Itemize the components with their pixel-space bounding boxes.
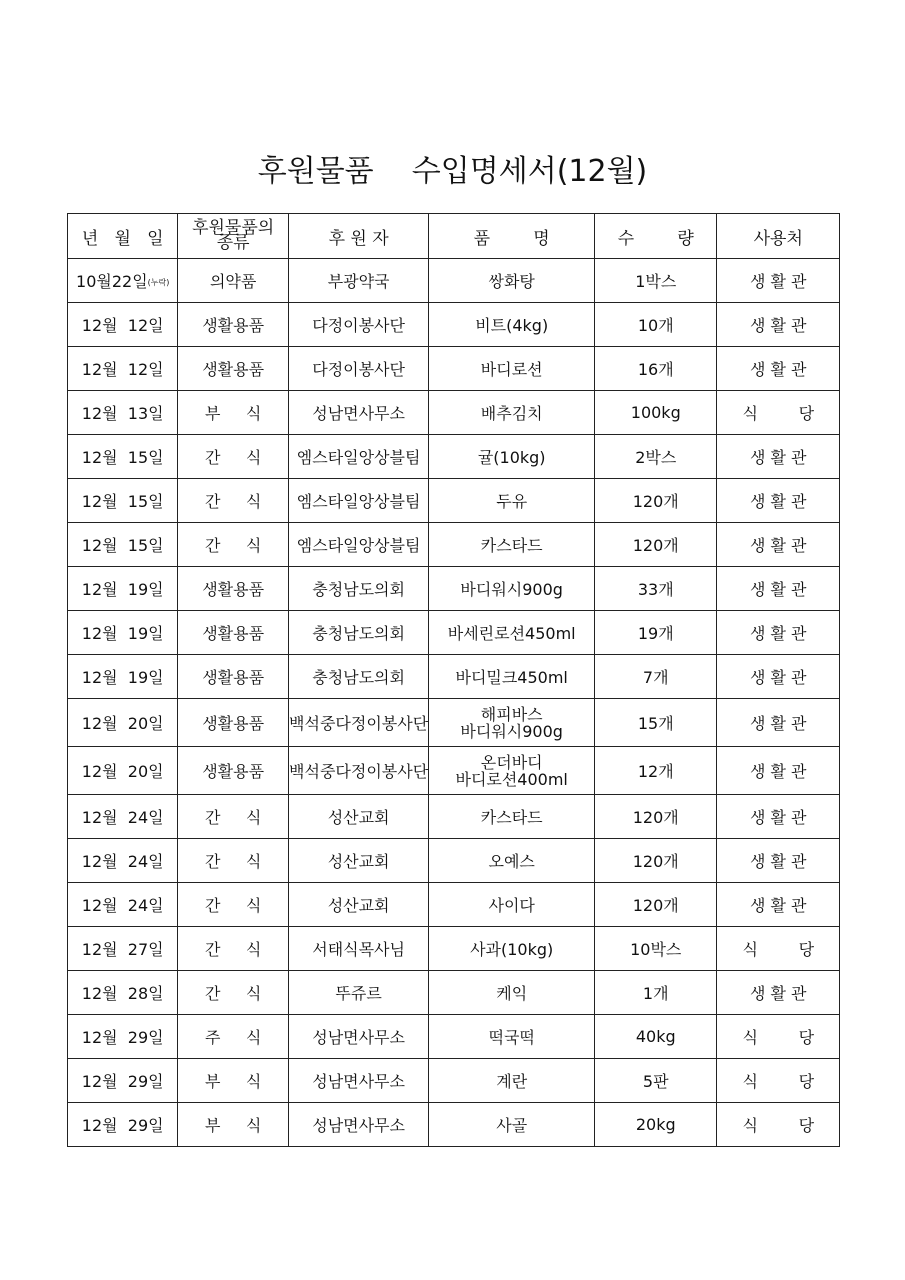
item-line2: 바디로션400ml (455, 769, 568, 789)
date-text: 12월 20일 (81, 714, 164, 733)
cell-qty: 1개 (595, 971, 717, 1015)
cell-item: 사이다 (429, 883, 595, 927)
cell-donor: 성남면사무소 (288, 1103, 429, 1147)
cell-item: 떡국떡 (429, 1015, 595, 1059)
table-row (68, 699, 840, 747)
cell-item: 바디밀크450ml (429, 655, 595, 699)
table-row (68, 303, 840, 347)
cell-item: 케익 (429, 971, 595, 1015)
table-row (68, 839, 840, 883)
cell-use: 생 활 관 (717, 611, 840, 655)
cell-item: 사과(10kg) (429, 927, 595, 971)
cell-kind: 생활용품 (178, 611, 288, 655)
cell-use: 식 당 (717, 391, 840, 435)
cell-use: 생 활 관 (717, 567, 840, 611)
cell-item: 쌍화탕 (429, 259, 595, 303)
cell-qty: 40kg (595, 1015, 717, 1059)
cell-qty: 19개 (595, 611, 717, 655)
cell-use: 식 당 (717, 1103, 840, 1147)
cell-kind: 생활용품 (178, 347, 288, 391)
cell-donor: 성산교회 (288, 795, 429, 839)
cell-donor: 성산교회 (288, 883, 429, 927)
date-text: 12월 19일 (81, 624, 164, 643)
cell-kind: 생활용품 (178, 567, 288, 611)
cell-donor: 엠스타일앙상블팀 (288, 523, 429, 567)
cell-qty: 100kg (595, 391, 717, 435)
cell-date (68, 435, 178, 479)
cell-date (68, 391, 178, 435)
cell-use: 생 활 관 (717, 839, 840, 883)
cell-date (68, 611, 178, 655)
cell-date (68, 699, 178, 747)
table-row (68, 435, 840, 479)
cell-item (429, 747, 595, 795)
cell-qty: 15개 (595, 699, 717, 747)
cell-item: 오예스 (429, 839, 595, 883)
cell-kind: 간 식 (178, 839, 288, 883)
cell-donor: 백석중다정이봉사단 (288, 747, 429, 795)
cell-date (68, 1059, 178, 1103)
table-row (68, 747, 840, 795)
header-kind-line2: 종류 (216, 233, 250, 253)
cell-date (68, 655, 178, 699)
cell-item: 계란 (429, 1059, 595, 1103)
cell-use: 생 활 관 (717, 479, 840, 523)
header-qty: 수 량 (595, 214, 717, 259)
cell-donor: 엠스타일앙상블팀 (288, 435, 429, 479)
cell-date (68, 839, 178, 883)
table-row (68, 1059, 840, 1103)
cell-date (68, 479, 178, 523)
item-line2: 바디워시900g (460, 721, 563, 741)
table-row (68, 479, 840, 523)
table-row (68, 259, 840, 303)
date-text: 12월 24일 (81, 896, 164, 915)
cell-kind: 생활용품 (178, 303, 288, 347)
cell-kind: 생활용품 (178, 747, 288, 795)
cell-donor: 성산교회 (288, 839, 429, 883)
cell-kind: 간 식 (178, 883, 288, 927)
cell-item: 카스타드 (429, 795, 595, 839)
date-text: 12월 13일 (81, 404, 164, 423)
header-donor: 후 원 자 (288, 214, 429, 259)
cell-kind: 간 식 (178, 971, 288, 1015)
header-kind-line1: 후원물품의 (192, 218, 275, 238)
table-row (68, 971, 840, 1015)
cell-donor: 성남면사무소 (288, 391, 429, 435)
cell-use: 생 활 관 (717, 699, 840, 747)
table-row (68, 1103, 840, 1147)
date-text: 12월 15일 (81, 536, 164, 555)
cell-use: 식 당 (717, 1059, 840, 1103)
cell-date (68, 971, 178, 1015)
date-text: 12월 12일 (81, 316, 164, 335)
header-kind (178, 214, 288, 259)
cell-donor: 엠스타일앙상블팀 (288, 479, 429, 523)
cell-qty: 120개 (595, 795, 717, 839)
cell-qty: 5판 (595, 1059, 717, 1103)
cell-kind: 주 식 (178, 1015, 288, 1059)
cell-use: 생 활 관 (717, 747, 840, 795)
cell-kind: 의약품 (178, 259, 288, 303)
date-text: 10월22일 (76, 272, 148, 291)
donation-ledger-table (67, 213, 840, 1147)
cell-kind: 생활용품 (178, 655, 288, 699)
date-text: 12월 28일 (81, 984, 164, 1003)
table-row (68, 347, 840, 391)
cell-donor: 성남면사무소 (288, 1059, 429, 1103)
table-row (68, 927, 840, 971)
item-line1: 온더바디 (480, 752, 543, 772)
date-note: (누락) (147, 278, 170, 287)
cell-kind: 부 식 (178, 1059, 288, 1103)
cell-use: 생 활 관 (717, 795, 840, 839)
cell-kind: 부 식 (178, 1103, 288, 1147)
cell-date (68, 747, 178, 795)
date-text: 12월 24일 (81, 808, 164, 827)
cell-qty: 2박스 (595, 435, 717, 479)
cell-qty: 120개 (595, 839, 717, 883)
cell-item: 바세린로션450ml (429, 611, 595, 655)
cell-date (68, 927, 178, 971)
header-date: 년 월 일 (68, 214, 178, 259)
table-row (68, 655, 840, 699)
date-text: 12월 19일 (81, 668, 164, 687)
cell-qty: 20kg (595, 1103, 717, 1147)
cell-use: 생 활 관 (717, 435, 840, 479)
cell-donor: 다정이봉사단 (288, 347, 429, 391)
cell-use: 생 활 관 (717, 523, 840, 567)
cell-item: 귤(10kg) (429, 435, 595, 479)
table-row (68, 391, 840, 435)
cell-qty: 120개 (595, 883, 717, 927)
cell-date (68, 883, 178, 927)
date-text: 12월 24일 (81, 852, 164, 871)
cell-item (429, 699, 595, 747)
cell-donor: 충청남도의회 (288, 655, 429, 699)
header-item: 품 명 (429, 214, 595, 259)
table-row (68, 523, 840, 567)
cell-use: 생 활 관 (717, 303, 840, 347)
cell-qty: 7개 (595, 655, 717, 699)
cell-donor: 다정이봉사단 (288, 303, 429, 347)
cell-use: 생 활 관 (717, 883, 840, 927)
table-row (68, 795, 840, 839)
cell-item: 배추김치 (429, 391, 595, 435)
date-text: 12월 20일 (81, 762, 164, 781)
date-text: 12월 15일 (81, 448, 164, 467)
cell-qty: 12개 (595, 747, 717, 795)
cell-item: 바디로션 (429, 347, 595, 391)
cell-donor: 충청남도의회 (288, 567, 429, 611)
table-row (68, 883, 840, 927)
date-text: 12월 29일 (81, 1028, 164, 1047)
table-row (68, 611, 840, 655)
cell-kind: 간 식 (178, 479, 288, 523)
cell-item: 바디워시900g (429, 567, 595, 611)
cell-kind: 간 식 (178, 795, 288, 839)
cell-donor: 백석중다정이봉사단 (288, 699, 429, 747)
date-text: 12월 19일 (81, 580, 164, 599)
cell-date (68, 523, 178, 567)
cell-item: 비트(4kg) (429, 303, 595, 347)
date-text: 12월 29일 (81, 1072, 164, 1091)
cell-date (68, 1015, 178, 1059)
cell-date (68, 1103, 178, 1147)
cell-qty: 10박스 (595, 927, 717, 971)
cell-donor: 서태식목사님 (288, 927, 429, 971)
cell-use: 생 활 관 (717, 655, 840, 699)
cell-qty: 10개 (595, 303, 717, 347)
cell-date (68, 567, 178, 611)
item-line1: 해피바스 (480, 704, 543, 724)
cell-date (68, 347, 178, 391)
cell-qty: 33개 (595, 567, 717, 611)
cell-use: 식 당 (717, 927, 840, 971)
cell-use: 생 활 관 (717, 971, 840, 1015)
header-use: 사용처 (717, 214, 840, 259)
cell-donor: 성남면사무소 (288, 1015, 429, 1059)
date-text: 12월 27일 (81, 940, 164, 959)
cell-item: 두유 (429, 479, 595, 523)
cell-donor: 충청남도의회 (288, 611, 429, 655)
date-text: 12월 29일 (81, 1116, 164, 1135)
cell-item: 사골 (429, 1103, 595, 1147)
cell-donor: 부광약국 (288, 259, 429, 303)
cell-item: 카스타드 (429, 523, 595, 567)
cell-kind: 생활용품 (178, 699, 288, 747)
cell-kind: 부 식 (178, 391, 288, 435)
date-text: 12월 12일 (81, 360, 164, 379)
cell-date (68, 259, 178, 303)
date-text: 12월 15일 (81, 492, 164, 511)
cell-use: 생 활 관 (717, 347, 840, 391)
cell-use: 식 당 (717, 1015, 840, 1059)
cell-qty: 16개 (595, 347, 717, 391)
cell-kind: 간 식 (178, 435, 288, 479)
cell-donor: 뚜쥬르 (288, 971, 429, 1015)
table-row (68, 1015, 840, 1059)
cell-qty: 1박스 (595, 259, 717, 303)
cell-qty: 120개 (595, 479, 717, 523)
cell-kind: 간 식 (178, 927, 288, 971)
cell-kind: 간 식 (178, 523, 288, 567)
cell-date (68, 303, 178, 347)
document-title: 후원물품 수입명세서(12월) (257, 154, 648, 189)
table-row (68, 567, 840, 611)
cell-use: 생 활 관 (717, 259, 840, 303)
header-row (68, 214, 840, 259)
cell-date (68, 795, 178, 839)
cell-qty: 120개 (595, 523, 717, 567)
